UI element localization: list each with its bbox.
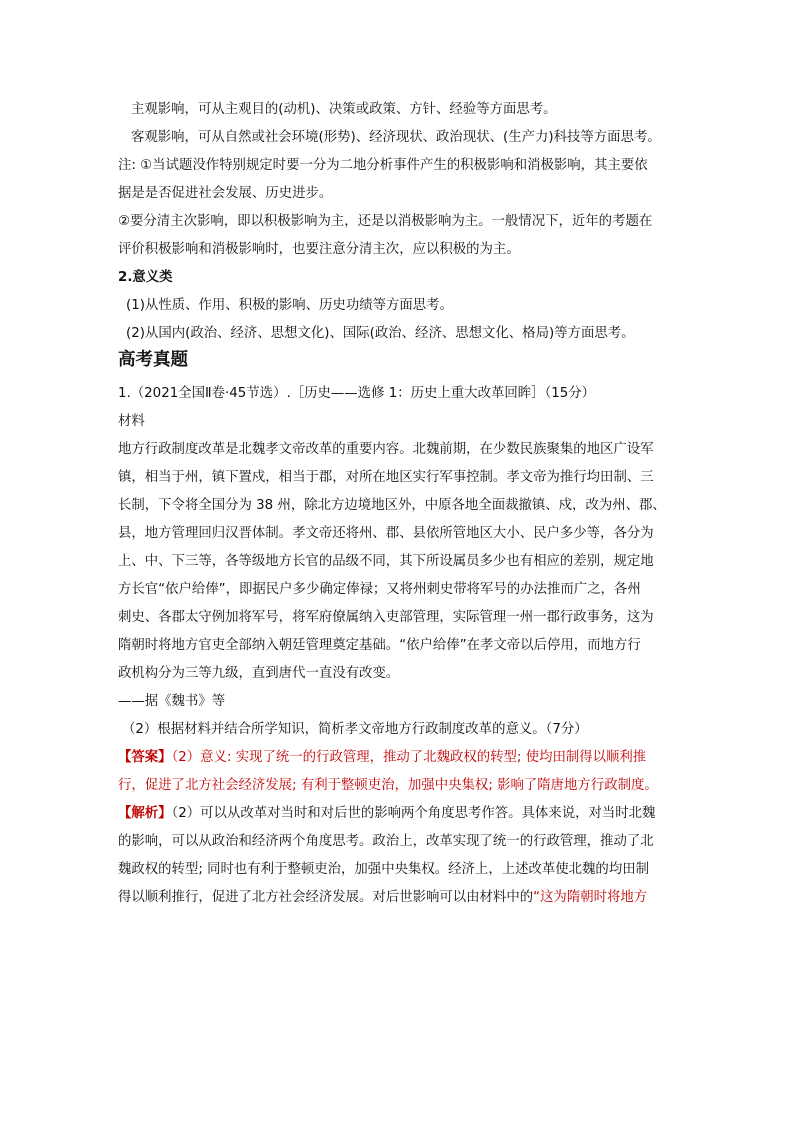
guide-note1-line2: 据是是否促进社会发展、历史进步。 — [118, 186, 333, 201]
analysis-last-text: 得以顺利推行，促进了北方社会经济发展。对后世影响可以由材料中的 — [118, 890, 534, 905]
answer-line-2: 行，促进了北方社会经济发展; 有利于整顿吏治，加强中央集权; 影响了隋唐地方行政制度。 — [118, 778, 658, 793]
material-line: 地方行政制度改革是北魏孝文帝改革的重要内容。北魏前期，在少数民族聚集的地区广设军 — [118, 442, 654, 457]
sub-question: （2）根据材料并结合所学知识，简析孝文帝地方行政制度改革的意义。（7分） — [122, 722, 588, 737]
document-page — [118, 96, 684, 912]
guide-objective: 客观影响，可从自然或社会环境(形势)、经济现状、政治现状、(生产力)科技等方面思考。 — [131, 130, 661, 145]
section-title: 高考真题 — [118, 350, 188, 370]
guide-subjective: 主观影响，可从主观目的(动机)、决策或政策、方针、经验等方面思考。 — [131, 102, 557, 117]
guide-note2-line2: 评价积极影响和消极影响时，也要注意分清主次，应以积极的为主。 — [118, 242, 520, 257]
analysis-line: 的影响，可以从政治和经济两个角度思考。政治上，改革实现了统一的行政管理，推动了北 — [118, 834, 654, 849]
analysis-text: （2）可以从改革对当时和对后世的影响两个角度思考作答。具体来说，对当时北魏 — [171, 806, 656, 821]
answer-tag: 【答案】 — [118, 750, 172, 765]
analysis-line-last — [118, 884, 684, 912]
material-label: 材料 — [118, 414, 145, 429]
question-header: 1.（2021全国Ⅱ卷·45节选）.［历史——选修 1：历史上重大改革回眸］（15分） — [118, 386, 596, 401]
material-line: 县，地方管理回归汉晋体制。孝文帝还将州、郡、县依所管地区大小、民户多少等，各分为 — [118, 526, 654, 541]
material-line: 上、中、下三等，各等级地方长官的品级不同，其下所设属员多少也有相应的差别，规定地 — [118, 554, 654, 569]
material-source: ——据《魏书》等 — [118, 694, 226, 709]
meaning-item-1: (1)从性质、作用、积极的影响、历史功绩等方面思考。 — [126, 298, 453, 313]
analysis-line: 魏政权的转型; 同时也有利于整顿吏治，加强中央集权。经济上，上述改革使北魏的均田制 — [118, 862, 649, 877]
guide-note2-line1: ②要分清主次影响，即以积极影响为主，还是以消极影响为主。一般情况下，近年的考题在 — [118, 214, 653, 229]
material-line: 长制，下令将全国分为 38 州，除北方边境地区外，中原各地全面裁撤镇、戍，改为州、郡、 — [118, 498, 666, 513]
material-line: 刺史、各郡太守例加将军号，将军府僚属纳入吏部管理，实际管理一州一郡行政事务，这为 — [118, 610, 654, 625]
analysis-tag: 【解析】 — [118, 806, 172, 821]
answer-line-1 — [118, 744, 684, 772]
material-line: 方长官“依户给俸”，即据民户多少确定俸禄；又将州刺史带将军号的办法推而广之，各州 — [118, 582, 641, 597]
meaning-heading: 2.意义类 — [118, 270, 173, 285]
meaning-item-2: (2)从国内(政治、经济、思想文化)、国际(政治、经济、思想文化、格局)等方面思考。 — [126, 326, 635, 341]
material-line: 隋朝时将地方官吏全部纳入朝廷管理奠定基础。“依户给俸”在孝文帝以后停用，而地方行 — [118, 638, 641, 653]
answer-text: （2）意义: 实现了统一的行政管理，推动了北魏政权的转型; 使均田制得以顺利推 — [171, 750, 647, 765]
analysis-line-1 — [118, 800, 684, 828]
material-line: 镇，相当于州，镇下置戍，相当于郡，对所在地区实行军事控制。孝文帝为推行均田制、三 — [118, 470, 654, 485]
material-line: 政机构分为三等九级，直到唐代一直没有改变。 — [118, 666, 400, 681]
guide-note1-line1: 注: ①当试题没作特别规定时要一分为二地分析事件产生的积极影响和消极影响，其主要依 — [118, 158, 648, 173]
analysis-quote: “这为隋朝时将地方 — [533, 890, 648, 905]
